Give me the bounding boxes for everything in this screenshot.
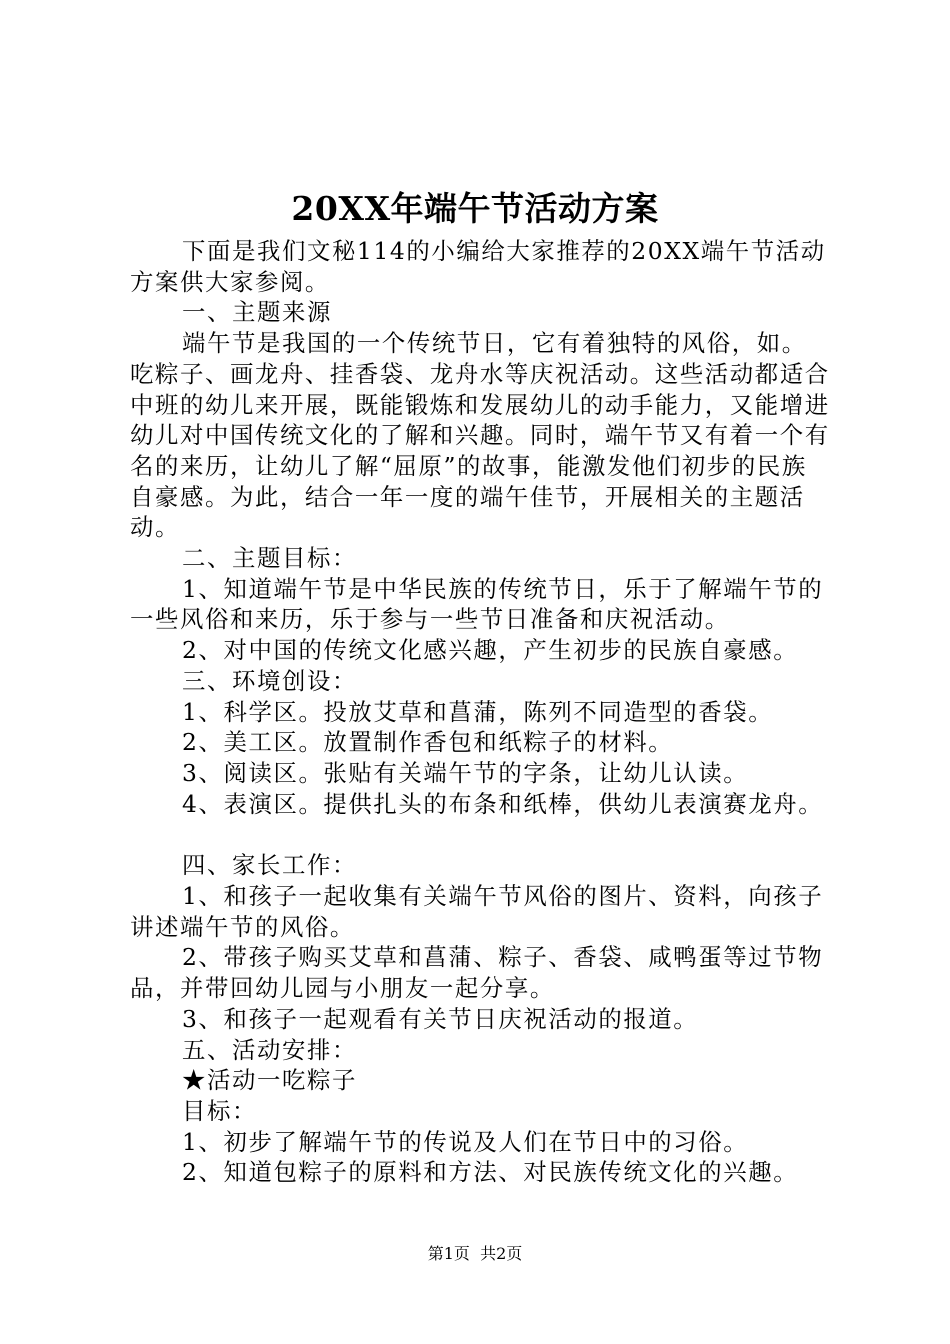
section-heading-environment: 三、环境创设： — [182, 666, 357, 695]
parent-work-item: 2、带孩子购买艾草和菖蒲、粽子、香袋、咸鸭蛋等过节物品，并带回幼儿园与小朋友一起分享。 — [130, 943, 824, 1003]
document-body — [130, 236, 830, 1188]
environment-item: 3、阅读区。张贴有关端午节的字条，让幼儿认读。 — [182, 758, 749, 787]
activity-heading: ★活动一吃粽子 — [182, 1066, 357, 1095]
intro-paragraph: 下面是我们文秘114的小编给大家推荐的20XX端午节活动方案供大家参阅。 — [130, 237, 826, 296]
section-heading-theme-source: 一、主题来源 — [182, 298, 332, 327]
blank-line — [130, 819, 830, 850]
environment-item: 4、表演区。提供扎头的布条和纸棒，供幼儿表演赛龙舟。 — [182, 789, 824, 818]
theme-source-paragraph: 端午节是我国的一个传统节日，它有着独特的风俗，如。吃粽子、画龙舟、挂香袋、龙舟水等庆祝活动。这些活动都适合中班的幼儿来开展，既能锻炼和发展幼儿的动手能力，又能增进幼儿对中国传统文化的了解和兴趣。同时，端午节又有着一个有名的来历，让幼儿了解“屈原”的故事，能激发他们初步的民族自豪感。为此，结合一年一度的端午佳节，开展相关的主题活动。 — [130, 329, 830, 542]
activity-goals-label: 目标： — [182, 1096, 257, 1125]
section-heading-theme-goals: 二、主题目标： — [182, 544, 357, 573]
page-footer: 第1页 共2页 — [427, 1244, 523, 1263]
parent-work-item: 1、和孩子一起收集有关端午节风俗的图片、资料，向孩子讲述端午节的风俗。 — [130, 882, 824, 941]
document-title: 20XX年端午节活动方案 — [291, 189, 659, 228]
environment-item: 2、美工区。放置制作香包和纸粽子的材料。 — [182, 728, 674, 757]
environment-item: 1、科学区。投放艾草和菖蒲，陈列不同造型的香袋。 — [182, 697, 774, 726]
activity-goal-item: 2、知道包粽子的原料和方法、对民族传统文化的兴趣。 — [182, 1158, 799, 1187]
section-heading-parent-work: 四、家长工作： — [182, 851, 357, 880]
goal-item: 2、对中国的传统文化感兴趣，产生初步的民族自豪感。 — [182, 636, 799, 665]
parent-work-item: 3、和孩子一起观看有关节日庆祝活动的报道。 — [182, 1004, 699, 1033]
activity-goal-item: 1、初步了解端午节的传说及人们在节日中的习俗。 — [182, 1127, 749, 1156]
goal-item: 1、知道端午节是中华民族的传统节日，乐于了解端午节的一些风俗和来历，乐于参与一些节日准备和庆祝活动。 — [130, 574, 824, 634]
section-heading-activity-plan: 五、活动安排： — [182, 1035, 357, 1064]
